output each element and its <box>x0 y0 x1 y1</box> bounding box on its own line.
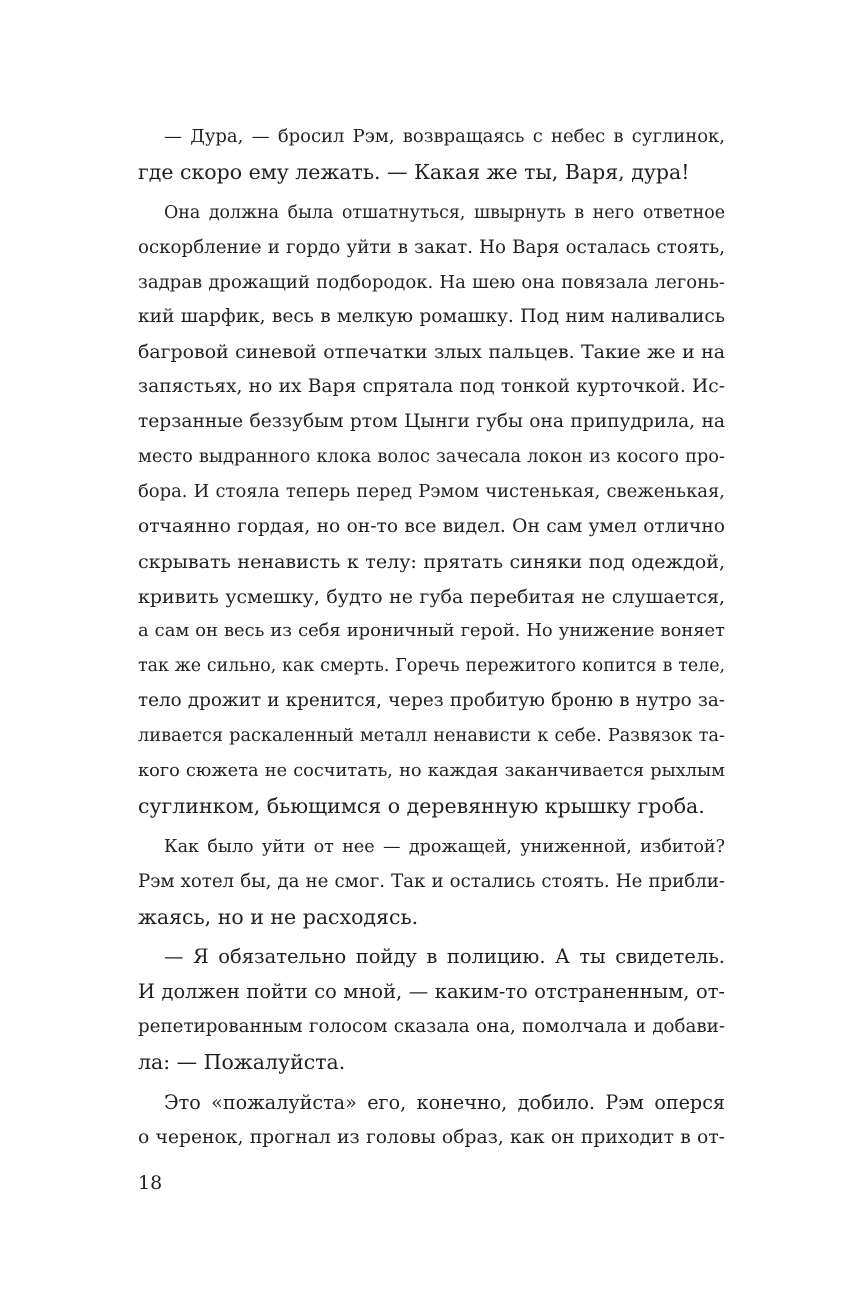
text-line: Она должна была отшатнуться, швырнуть в него ответное <box>164 202 725 223</box>
text-line: о черенок, прогнал из головы образ, как он приходит в от- <box>138 1126 725 1148</box>
text-line: место выдранного клока волос зачесала локон из косого про- <box>138 446 725 468</box>
paragraph <box>138 120 725 190</box>
text-line: Как было уйти от нее — дрожащей, униженной, избитой? <box>164 836 725 857</box>
text-line: жаясь, но и не расходясь. <box>138 904 419 929</box>
text-line: так же сильно, как смерть. Горечь пережитого копится в теле, <box>138 656 725 677</box>
text-line: тело дрожит и кренится, через пробитую броню в нутро за- <box>138 690 725 712</box>
body-text <box>138 120 725 1156</box>
text-line: скрывать ненависть к телу: прятать синяки под одеждой, <box>138 550 725 573</box>
page-number: 18 <box>138 1172 163 1194</box>
text-line: отчаянно гордая, но он-то все видел. Он сам умел отлично <box>138 515 725 537</box>
paragraph <box>138 940 725 1080</box>
text-line: задрав дрожащий подбородок. На шею она повязала легонь- <box>138 271 725 293</box>
paragraph <box>138 196 725 824</box>
text-line: — Дура, — бросил Рэм, возвращаясь с небес в суглинок, <box>164 126 725 147</box>
text-line: запястьях, но их Варя спрятала под тонкой курточкой. Ис- <box>138 376 725 398</box>
text-line: где скоро ему лежать. — Какая же ты, Варя, дура! <box>138 159 690 184</box>
text-line: багровой синевой отпечатки злых пальцев. Такие же и на <box>138 341 725 364</box>
text-line: кого сюжета не сосчитать, но каждая заканчивается рыхлым <box>138 761 725 782</box>
text-line: ла: — Пожалуйста. <box>138 1050 346 1075</box>
text-line: ливается раскаленный металл ненависти к себе. Развязок та- <box>138 726 725 747</box>
text-line: бора. И стояла теперь перед Рэмом чистенькая, свеженькая, <box>138 480 725 502</box>
text-line: репетированным голосом сказала она, помолчала и добави- <box>138 1016 725 1038</box>
paragraph <box>138 830 725 935</box>
text-line: оскорбление и гордо уйти в закат. Но Варя осталась стоять, <box>138 236 725 258</box>
text-line: Это «пожалуйста» его, конечно, добило. Рэм оперся <box>164 1091 725 1115</box>
text-line: — Я обязательно пойду в полицию. А ты свидетель. <box>164 945 725 969</box>
text-line: И должен пойти со мной, — каким-то отстраненным, от- <box>138 980 725 1004</box>
text-line: терзанные беззубым ртом Цынги губы она припудрила, на <box>138 411 725 433</box>
text-line: а сам он весь из себя ироничный герой. Но унижение воняет <box>138 620 725 642</box>
text-line: кий шарфик, весь в мелкую ромашку. Под ним наливались <box>138 306 725 328</box>
paragraph <box>138 1086 725 1156</box>
text-line: суглинком, бьющимся о деревянную крышку гроба. <box>138 793 705 818</box>
text-line: Рэм хотел бы, да не смог. Так и остались стоять. Не прибли- <box>138 870 725 892</box>
text-line: кривить усмешку, будто не губа перебитая не слушается, <box>138 585 725 608</box>
